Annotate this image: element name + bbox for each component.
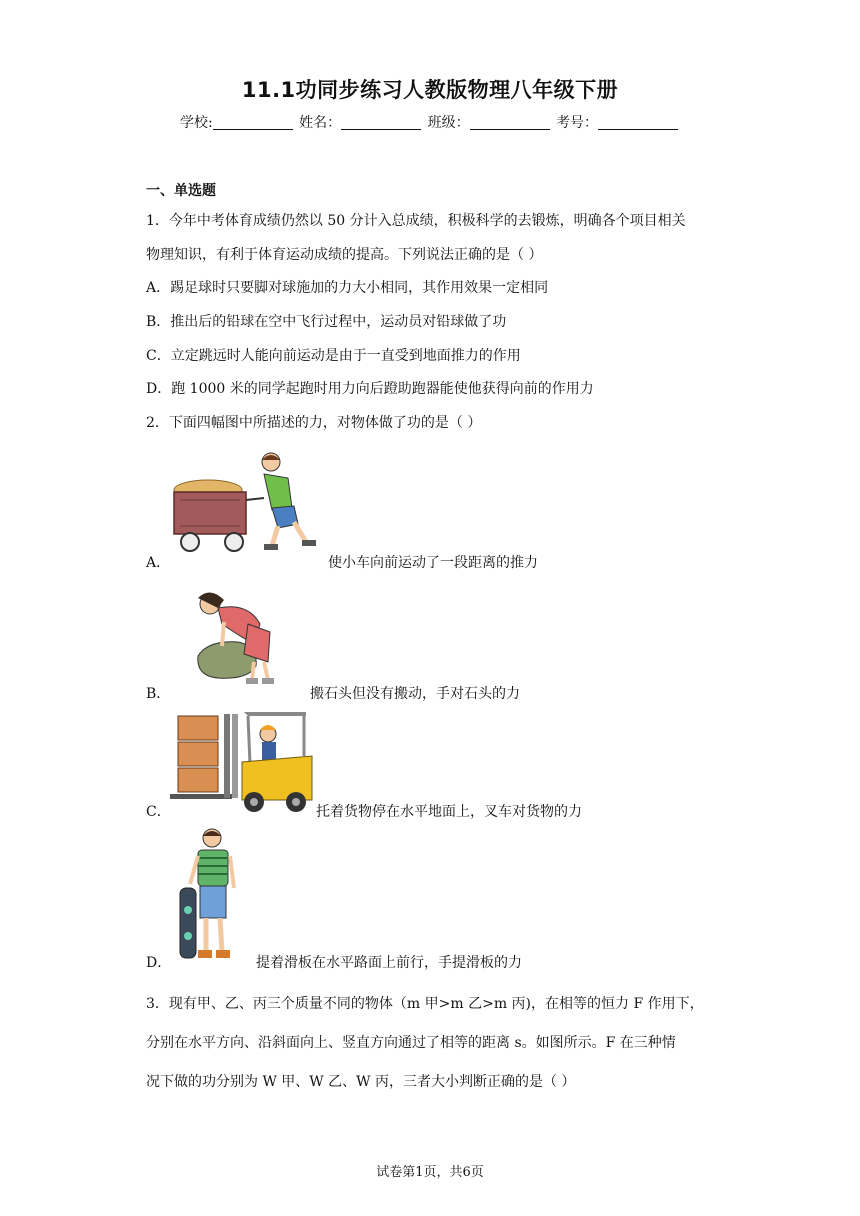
page-footer: 试卷第1页，共6页 [376,1165,484,1180]
name-label: 姓名： [299,115,342,131]
class-label: 班级： [427,115,470,131]
q1-option-c[interactable]: C．立定跳远时人能向前运动是由于一直受到地面推力的作用 [146,348,521,364]
q2-option-d-text[interactable]: 提着滑板在水平路面上前行，手提滑板的力 [256,955,522,971]
q1-stem-line1: 1．今年中考体育成绩仍然以 50 分计入总成绩，积极科学的去锻炼，明确各个项目相关 [146,213,686,229]
q1-option-a[interactable]: A．踢足球时只要脚对球施加的力大小相同，其作用效果一定相同 [146,280,549,296]
section-heading: 一、单选题 [146,183,216,199]
q3-line1: 3．现有甲、乙、丙三个质量不同的物体（m 甲>m 乙>m 丙)，在相等的恒力 F 作用下， [146,996,704,1012]
q1-option-b[interactable]: B．推出后的铅球在空中飞行过程中，运动员对铅球做了功 [146,314,507,330]
class-blank[interactable] [470,115,550,130]
q3-line2: 分别在水平方向、沿斜面向上、竖直方向通过了相等的距离 s。如图所示。F 在三种情 [146,1035,676,1051]
q2-option-b-text[interactable]: 搬石头但没有搬动，手对石头的力 [310,686,520,702]
q2-option-a-text[interactable]: 使小车向前运动了一段距离的推力 [328,555,538,571]
boy-carrying-skateboard-image [176,826,242,968]
name-blank[interactable] [341,115,421,130]
q2-option-c-letter[interactable]: C． [146,804,171,820]
q1-option-d[interactable]: D．跑 1000 米的同学起跑时用力向后蹬助跑器能使他获得向前的作用力 [146,381,594,397]
q1-stem-line2: 物理知识，有利于体育运动成绩的提高。下列说法正确的是（ ） [146,247,543,263]
q2-option-a-letter[interactable]: A． [146,555,171,571]
school-blank[interactable] [213,115,293,130]
school-label: 学校: [179,115,213,131]
exam-number-blank[interactable] [598,115,678,130]
q3-line3: 况下做的功分别为 W 甲、W 乙、W 丙，三者大小判断正确的是（ ） [146,1074,576,1090]
q2-option-c-text[interactable]: 托着货物停在水平地面上，叉车对货物的力 [316,804,582,820]
exam-number-label: 考号： [556,115,599,131]
student-info-line [0,112,860,132]
q2-stem: 2．下面四幅图中所描述的力，对物体做了功的是（ ） [146,415,482,431]
forklift-boxes-image [168,706,314,814]
q2-option-b-letter[interactable]: B． [146,686,171,702]
boy-pushing-cart-image [168,448,320,554]
q2-option-d-letter[interactable]: D． [146,955,172,971]
page-title: 11.1功同步练习人教版物理八年级下册 [241,78,619,102]
girl-lifting-rock-image [178,584,290,688]
